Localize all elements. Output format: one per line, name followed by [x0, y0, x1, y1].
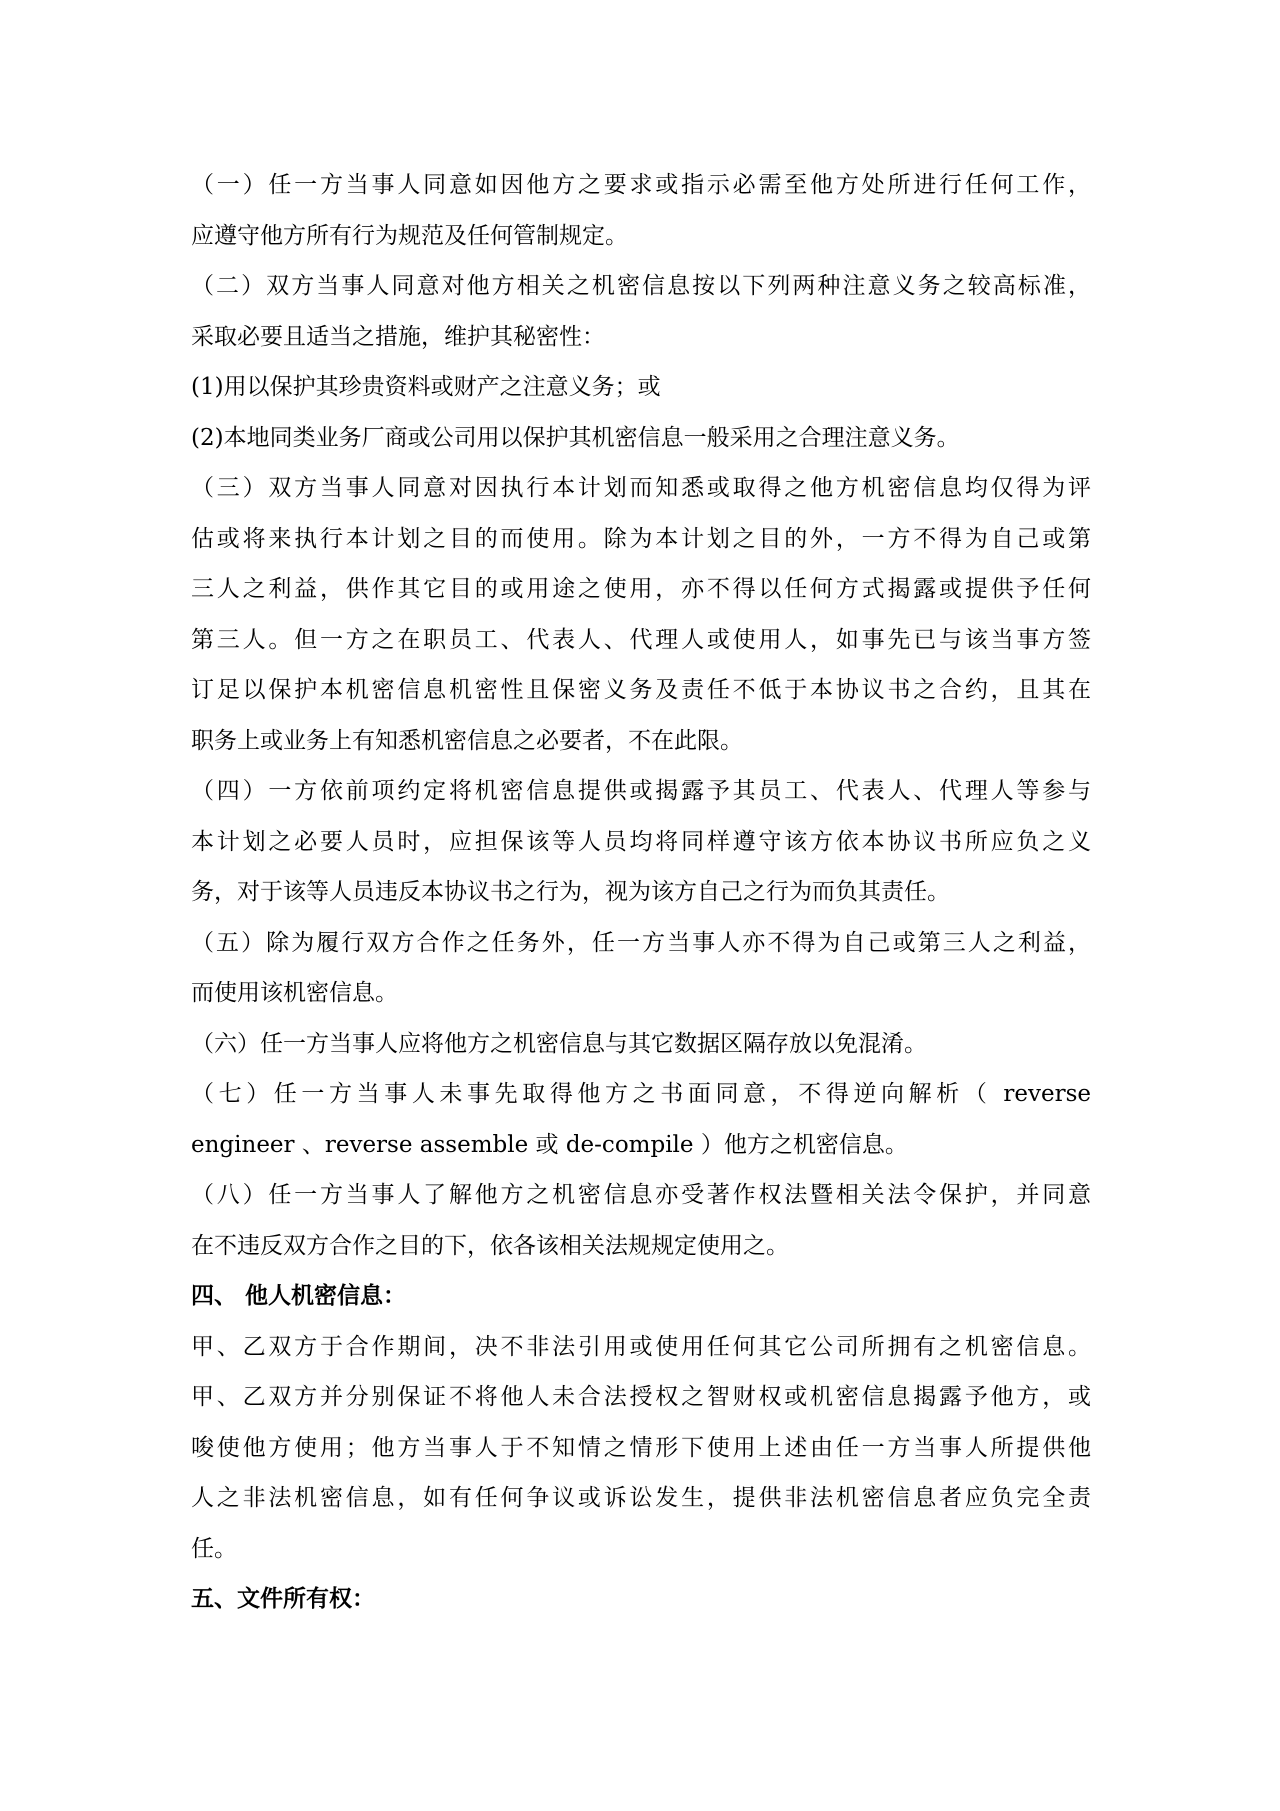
clause-3-line-3: 三人之利益，供作其它目的或用途之使用，亦不得以任何方式揭露或提供予任何 [191, 576, 1091, 602]
clause-4-line-2: 本计划之必要人员时，应担保该等人员均将同样遵守该方依本协议书所应负之义 [191, 828, 1091, 855]
clause-5-line-1: （五）除为履行双方合作之任务外，任一方当事人亦不得为自己或第三人之利益， [191, 929, 1091, 956]
clause-4-line-3: 务，对于该等人员违反本协议书之行为，视为该方自己之行为而负其责任。 [191, 879, 950, 905]
clause-4-line-1: （四）一方依前项约定将机密信息提供或揭露予其员工、代表人、代理人等参与 [191, 778, 1091, 804]
section-4-line-5: 任。 [191, 1535, 237, 1562]
clause-2-item-1: (1)用以保护其珍贵资料或财产之注意义务；或 [191, 374, 661, 400]
clause-2-line-2: 采取必要且适当之措施，维护其秘密性： [191, 323, 605, 350]
section-4-line-2: 甲、乙双方并分别保证不将他人未合法授权之智财权或机密信息揭露予他方，或 [191, 1384, 1091, 1410]
clause-3-line-1: （三）双方当事人同意对因执行本计划而知悉或取得之他方机密信息均仅得为评 [191, 475, 1091, 501]
clause-8-line-2: 在不违反双方合作之目的下，依各该相关法规规定使用之。 [191, 1232, 789, 1259]
clause-5-line-2: 而使用该机密信息。 [191, 980, 398, 1006]
clause-1-line-1: （一）任一方当事人同意如因他方之要求或指示必需至他方处所进行任何工作， [191, 172, 1091, 198]
clause-6-line-1: （六）任一方当事人应将他方之机密信息与其它数据区隔存放以免混淆。 [191, 1030, 927, 1057]
section-4-line-1: 甲、乙双方于合作期间，决不非法引用或使用任何其它公司所拥有之机密信息。 [191, 1333, 1091, 1360]
clause-7-line-2: engineer 、reverse assemble 或 de-compile ）他方之机密信息。 [191, 1131, 908, 1158]
clause-3-line-6: 职务上或业务上有知悉机密信息之必要者，不在此限。 [191, 727, 743, 754]
section-4-line-3: 唆使他方使用；他方当事人于不知情之情形下使用上述由任一方当事人所提供他 [191, 1434, 1091, 1461]
clause-7-line-1: （七）任一方当事人未事先取得他方之书面同意，不得逆向解析（ reverse [191, 1081, 1091, 1107]
clause-1-line-2: 应遵守他方所有行为规范及任何管制规定。 [191, 222, 628, 249]
clause-2-line-1: （二）双方当事人同意对他方相关之机密信息按以下列两种注意义务之较高标准， [191, 273, 1091, 299]
clause-3-line-4: 第三人。但一方之在职员工、代表人、代理人或使用人，如事先已与该当事方签 [191, 626, 1091, 653]
section-5-heading: 五、文件所有权： [191, 1586, 375, 1612]
document-body [191, 160, 1091, 1625]
clause-3-line-2: 估或将来执行本计划之目的而使用。除为本计划之目的外，一方不得为自己或第 [191, 525, 1091, 552]
clause-3-line-5: 订足以保护本机密信息机密性且保密义务及责任不低于本协议书之合约，且其在 [191, 677, 1091, 703]
section-4-heading: 四、 他人机密信息： [191, 1283, 407, 1309]
clause-2-item-2: (2)本地同类业务厂商或公司用以保护其机密信息一般采用之合理注意义务。 [191, 424, 960, 451]
clause-8-line-1: （八）任一方当事人了解他方之机密信息亦受著作权法暨相关法令保护，并同意 [191, 1182, 1091, 1208]
section-4-line-4: 人之非法机密信息，如有任何争议或诉讼发生，提供非法机密信息者应负完全责 [191, 1485, 1091, 1511]
